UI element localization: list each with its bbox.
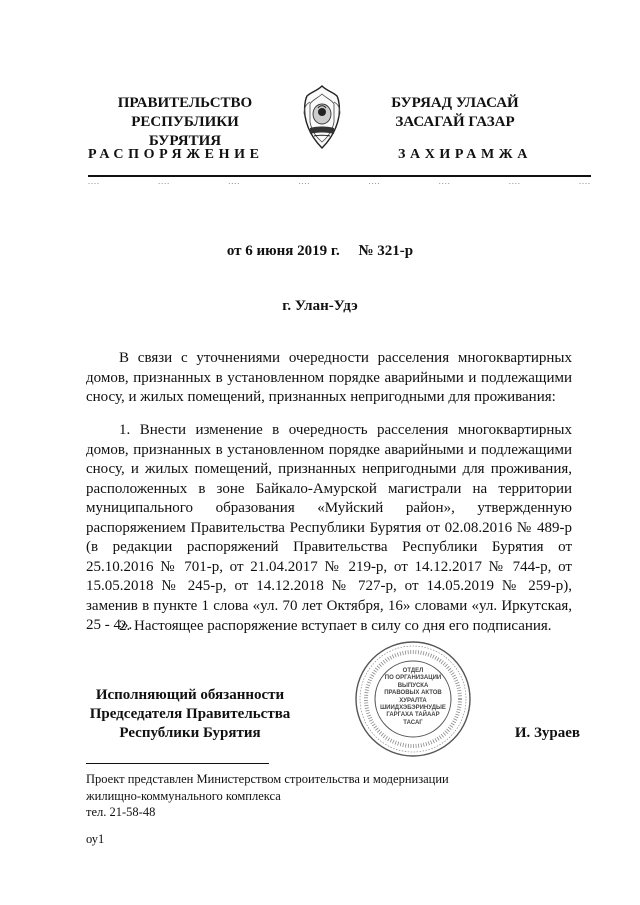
header-left — [100, 94, 270, 151]
header-right-line-1: БУРЯАД УЛАСАЙ — [391, 95, 519, 111]
city: г. Улан-Удэ — [282, 298, 358, 314]
footer-initials: оу1 — [86, 832, 105, 846]
item-1 — [86, 421, 572, 636]
dateline: от 6 июня 2019 г. № 321-р — [226, 243, 414, 259]
item-2-text: 2. Настоящее распоряжение вступает в силу со дня его подписания. — [119, 618, 552, 634]
official-seal — [354, 640, 472, 758]
seal-line-3: ВЫПУСКА — [397, 682, 429, 689]
footer-line-3: тел. 21-58-48 — [86, 805, 156, 819]
seal-center-text — [376, 668, 450, 727]
signature-position-line-2: Председателя Правительства — [89, 706, 291, 722]
footer-line-1: Проект представлен Министерством строительства и модернизации — [86, 772, 449, 786]
header-right-line-2: ЗАСАГАЙ ГАЗАР — [395, 114, 515, 130]
preamble — [86, 349, 572, 408]
header-left-line-1: ПРАВИТЕЛЬСТВО — [117, 95, 253, 111]
item-1-text: 1. Внести изменение в очередность расселения многоквартирных домов, признанных в установленном порядке аварийными и подлежащими сносу, и жилых помещений, признанных непригодными для проживания, расположенных в зоне Байкало-Амурской магистрали на территории муниципального образования «Муйский район», утвержденную распоряжением Правительства Республики Бурятия от 02.08.2016 № 489-р (в редакции распоряжений Правительства Республики Бурятия от 25.10.2016 № 701-р, от 21.04.2017 № 219-р, от 14.12.2017 № 744-р, от 15.05.2018 № 245-р, от 14.12.2018 № 727-р, от 14.05.2019 № 259-р), заменив в пункте 1 слова «ул. 70 лет Октября, 16» словами «ул. Иркутская, 25 - 4». — [86, 422, 572, 633]
doc-type-right: ЗАХИРАМЖА — [398, 147, 532, 162]
footer-note — [86, 771, 449, 821]
item-2 — [86, 617, 572, 637]
header-dots: .... .... .... .... .... .... .... .... — [88, 177, 591, 186]
seal-line-7: ГАРГАХА ТАЙААР — [386, 712, 440, 719]
signature-position-line-3: Республики Бурятия — [119, 725, 261, 741]
preamble-text: В связи с уточнениями очередности расселения многоквартирных домов, признанных в установленном порядке аварийными и подлежащими сносу, и жилых помещений, признанных непригодными для проживания: — [86, 350, 572, 405]
signature-position — [80, 686, 300, 743]
seal-line-1: ОТДЕЛ — [402, 668, 424, 674]
header-left-line-2: РЕСПУБЛИКИ БУРЯТИЯ — [131, 114, 239, 149]
coat-of-arms-buryatia-icon — [298, 84, 346, 152]
seal-line-5: ХУРАЛТА — [399, 697, 427, 704]
seal-line-2: ПО ОРГАНИЗАЦИИ — [384, 675, 442, 682]
seal-line-8: ТАСАГ — [403, 719, 423, 726]
signature-name: И. Зураев — [514, 725, 580, 741]
seal-line-6: ШИИДХЭБЭРИНУДЫЕ — [380, 705, 446, 712]
header-right — [375, 94, 535, 132]
footer-rule — [86, 763, 269, 764]
seal-line-4: ПРАВОВЫХ АКТОВ — [384, 690, 442, 697]
signature-position-line-1: Исполняющий обязанности — [95, 687, 285, 703]
doc-type-left: РАСПОРЯЖЕНИЕ — [88, 147, 264, 162]
footer-line-2: жилищно-коммунального комплекса — [86, 788, 281, 803]
